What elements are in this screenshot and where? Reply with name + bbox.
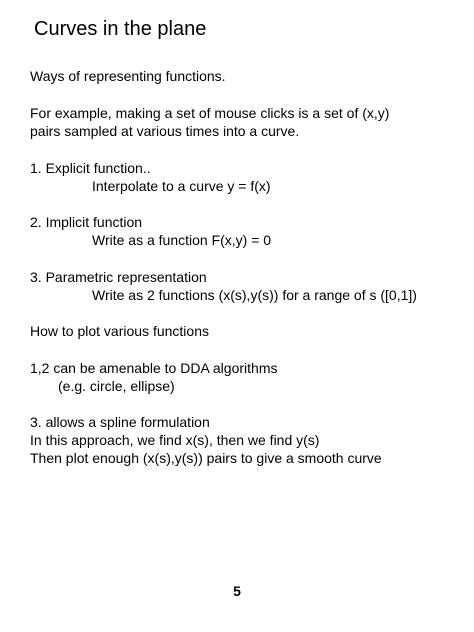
item-2-heading: 2. Implicit function bbox=[30, 214, 143, 230]
item-1-detail: Interpolate to a curve y = f(x) bbox=[92, 178, 271, 194]
spline-text-line-2: In this approach, we find x(s), then we find y(s) bbox=[30, 432, 320, 448]
plot-heading: How to plot various functions bbox=[30, 323, 209, 339]
example-text-line-1: For example, making a set of mouse clicks is a set of (x,y) bbox=[30, 105, 390, 121]
item-3-detail: Write as 2 functions (x(s),y(s)) for a range of s ([0,1]) bbox=[92, 287, 417, 303]
example-text-line-2: pairs sampled at various times into a curve. bbox=[30, 123, 300, 139]
dda-example-text: (e.g. circle, ellipse) bbox=[58, 378, 175, 394]
page-number: 5 bbox=[233, 583, 241, 599]
spline-text-line-1: 3. allows a spline formulation bbox=[30, 414, 210, 430]
slide-title: Curves in the plane bbox=[34, 18, 207, 40]
item-1-heading: 1. Explicit function.. bbox=[30, 160, 151, 176]
intro-text: Ways of representing functions. bbox=[30, 68, 226, 84]
dda-text: 1,2 can be amenable to DDA algorithms bbox=[30, 360, 278, 376]
item-3-heading: 3. Parametric representation bbox=[30, 269, 207, 285]
item-2-detail: Write as a function F(x,y) = 0 bbox=[92, 232, 272, 248]
spline-text-line-3: Then plot enough (x(s),y(s)) pairs to give a smooth curve bbox=[30, 450, 382, 466]
